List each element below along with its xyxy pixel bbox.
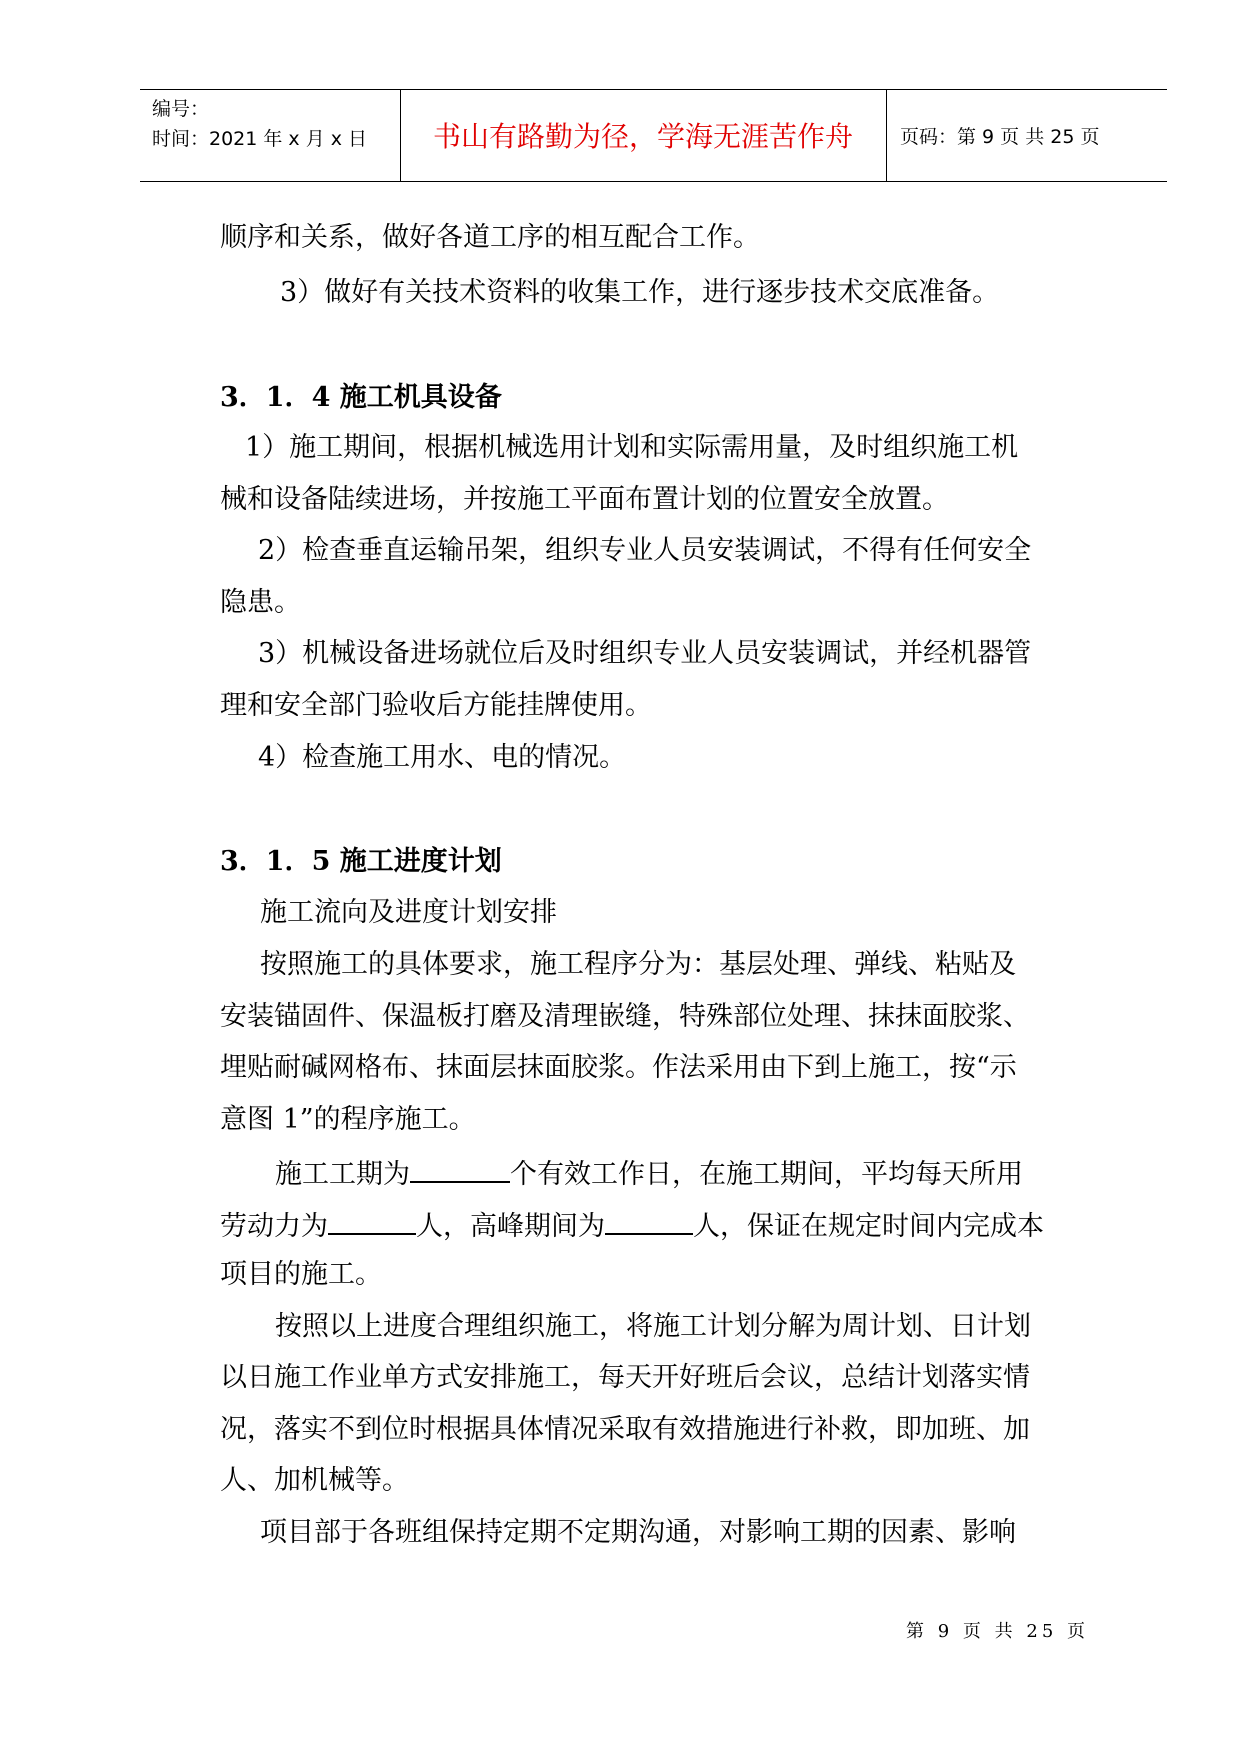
paragraph-line: 按照施工的具体要求，施工程序分为：基层处理、弹线、粘贴及 xyxy=(260,949,1016,980)
paragraph-line: 4）检查施工用水、电的情况。 xyxy=(258,742,627,773)
paragraph-line xyxy=(275,1153,1023,1193)
paragraph-line: 人、加机械等。 xyxy=(220,1465,409,1496)
header-divider xyxy=(886,90,887,181)
paragraph-line: 况，落实不到位时根据具体情况采取有效措施进行补救，即加班、加 xyxy=(220,1414,1030,1445)
header-motto: 书山有路勤为径，学海无涯苦作舟 xyxy=(432,120,853,153)
document-time-label: 时间：2021 年 x 月 x 日 xyxy=(152,128,368,150)
text-segment: 劳动力为 xyxy=(220,1211,328,1242)
paragraph-line: 安装锚固件、保温板打磨及清理嵌缝，特殊部位处理、抹抹面胶浆、 xyxy=(220,1001,1030,1032)
paragraph-line: 以日施工作业单方式安排施工，每天开好班后会议，总结计划落实情 xyxy=(220,1362,1030,1393)
page-header xyxy=(140,89,1167,182)
section-heading: 3．1．4 施工机具设备 xyxy=(220,382,502,413)
paragraph-line: 隐患。 xyxy=(220,587,301,618)
paragraph-line: 1）施工期间，根据机械选用计划和实际需用量，及时组织施工机 xyxy=(245,432,1019,463)
paragraph-line: 3）做好有关技术资料的收集工作，进行逐步技术交底准备。 xyxy=(280,277,1000,308)
paragraph-line: 2）检查垂直运输吊架，组织专业人员安装调试，不得有任何安全 xyxy=(258,535,1032,566)
header-meta xyxy=(152,94,367,154)
paragraph-line: 械和设备陆续进场，并按施工平面布置计划的位置安全放置。 xyxy=(220,484,949,515)
page-footer: 第 9 页 共 25 页 xyxy=(906,1621,1089,1642)
paragraph-line: 按照以上进度合理组织施工，将施工计划分解为周计划、日计划 xyxy=(275,1311,1031,1342)
paragraph-line: 埋贴耐碱网格布、抹面层抹面胶浆。作法采用由下到上施工，按“示 xyxy=(220,1052,1017,1083)
paragraph-line: 理和安全部门验收后方能挂牌使用。 xyxy=(220,690,652,721)
section-heading: 3．1．5 施工进度计划 xyxy=(220,846,502,877)
header-page-number: 页码：第 9 页 共 25 页 xyxy=(900,125,1100,148)
text-segment: 施工工期为 xyxy=(275,1159,410,1190)
paragraph-line: 项目部于各班组保持定期不定期沟通，对影响工期的因素、影响 xyxy=(260,1517,1016,1548)
text-segment: 人，高峰期间为 xyxy=(416,1211,605,1242)
fill-in-blank xyxy=(410,1153,510,1183)
text-segment: 人，保证在规定时间内完成本 xyxy=(693,1211,1044,1242)
fill-in-blank xyxy=(605,1205,693,1235)
fill-in-blank xyxy=(328,1205,416,1235)
paragraph-line xyxy=(220,1205,1044,1245)
paragraph-line: 3）机械设备进场就位后及时组织专业人员安装调试，并经机器管 xyxy=(258,638,1032,669)
document-number-label: 编号： xyxy=(152,98,210,120)
text-segment: 个有效工作日，在施工期间，平均每天所用 xyxy=(510,1159,1023,1190)
paragraph-line: 项目的施工。 xyxy=(220,1259,382,1290)
paragraph-line: 意图 1”的程序施工。 xyxy=(220,1104,476,1135)
paragraph-line: 施工流向及进度计划安排 xyxy=(260,897,557,928)
paragraph-line: 顺序和关系，做好各道工序的相互配合工作。 xyxy=(220,222,760,253)
